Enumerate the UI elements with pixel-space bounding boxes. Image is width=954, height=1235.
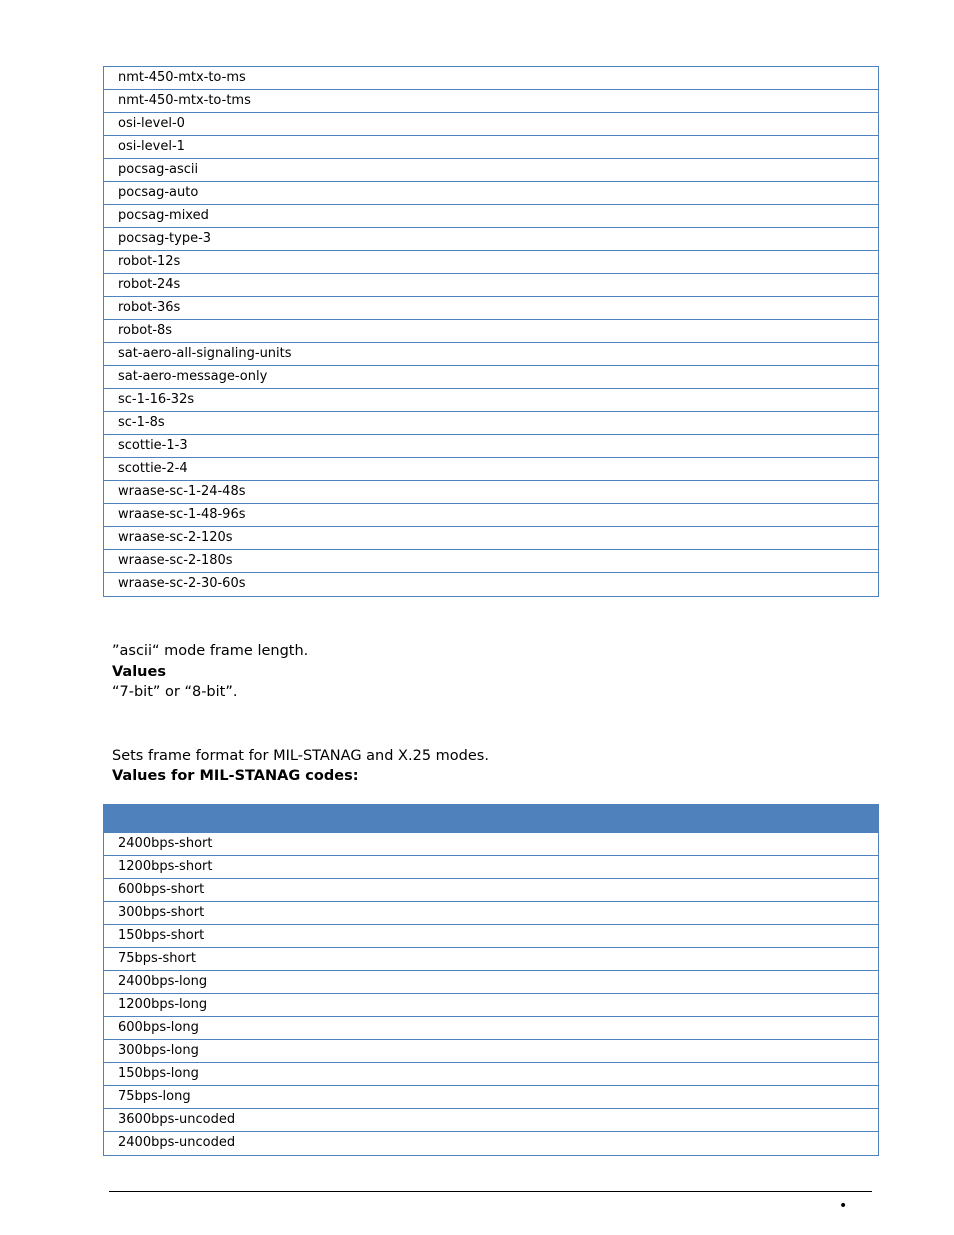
table-row: osi-level-1 [104, 136, 878, 159]
table-row: robot-8s [104, 320, 878, 343]
table-row: 3600bps-uncoded [104, 1109, 878, 1132]
footer-divider [109, 1191, 872, 1192]
table-header [104, 805, 878, 833]
mil-stanag-codes-table [103, 804, 879, 1156]
table-row: sc-1-16-32s [104, 389, 878, 412]
mode-values-table [103, 66, 879, 597]
table-row: nmt-450-mtx-to-tms [104, 90, 878, 113]
table-row: scottie-1-3 [104, 435, 878, 458]
table-row: wraase-sc-2-120s [104, 527, 878, 550]
table-row: 2400bps-uncoded [118, 1135, 236, 1150]
table-row: 2400bps-long [104, 971, 878, 994]
table-row: 150bps-short [104, 925, 878, 948]
footer-bullet: • [839, 1198, 848, 1214]
table-row: 1200bps-long [104, 994, 878, 1017]
table-row: 600bps-short [104, 879, 878, 902]
table-row: nmt-450-mtx-to-ms [104, 67, 878, 90]
table-row: 150bps-long [104, 1063, 878, 1086]
table-row: 75bps-short [104, 948, 878, 971]
table-row: robot-36s [104, 297, 878, 320]
table-row: 1200bps-short [104, 856, 878, 879]
table-row: robot-24s [104, 274, 878, 297]
table-row: robot-12s [104, 251, 878, 274]
ascii-description: ”ascii“ mode frame length. [112, 643, 309, 659]
table-row: 300bps-short [104, 902, 878, 925]
table-row: wraase-sc-1-48-96s [104, 504, 878, 527]
table-row: sat-aero-all-signaling-units [104, 343, 878, 366]
table-row: osi-level-0 [104, 113, 878, 136]
table-row: wraase-sc-2-30-60s [118, 576, 246, 591]
table-row: pocsag-mixed [104, 205, 878, 228]
table-row: pocsag-ascii [104, 159, 878, 182]
table-row: pocsag-type-3 [104, 228, 878, 251]
table-row: sc-1-8s [104, 412, 878, 435]
table-row: 300bps-long [104, 1040, 878, 1063]
table-row: 75bps-long [104, 1086, 878, 1109]
values-heading: Values [112, 664, 166, 680]
mil-stanag-values-heading: Values for MIL-STANAG codes: [112, 768, 359, 784]
table-row: scottie-2-4 [104, 458, 878, 481]
table-row: pocsag-auto [104, 182, 878, 205]
table-row: wraase-sc-1-24-48s [104, 481, 878, 504]
table-row: wraase-sc-2-180s [104, 550, 878, 573]
table-row: 2400bps-short [104, 833, 878, 856]
frame-format-description: Sets frame format for MIL-STANAG and X.25 modes. [112, 748, 489, 764]
table-row: sat-aero-message-only [104, 366, 878, 389]
table-row: 600bps-long [104, 1017, 878, 1040]
ascii-values-text: “7-bit” or “8-bit”. [112, 684, 238, 700]
